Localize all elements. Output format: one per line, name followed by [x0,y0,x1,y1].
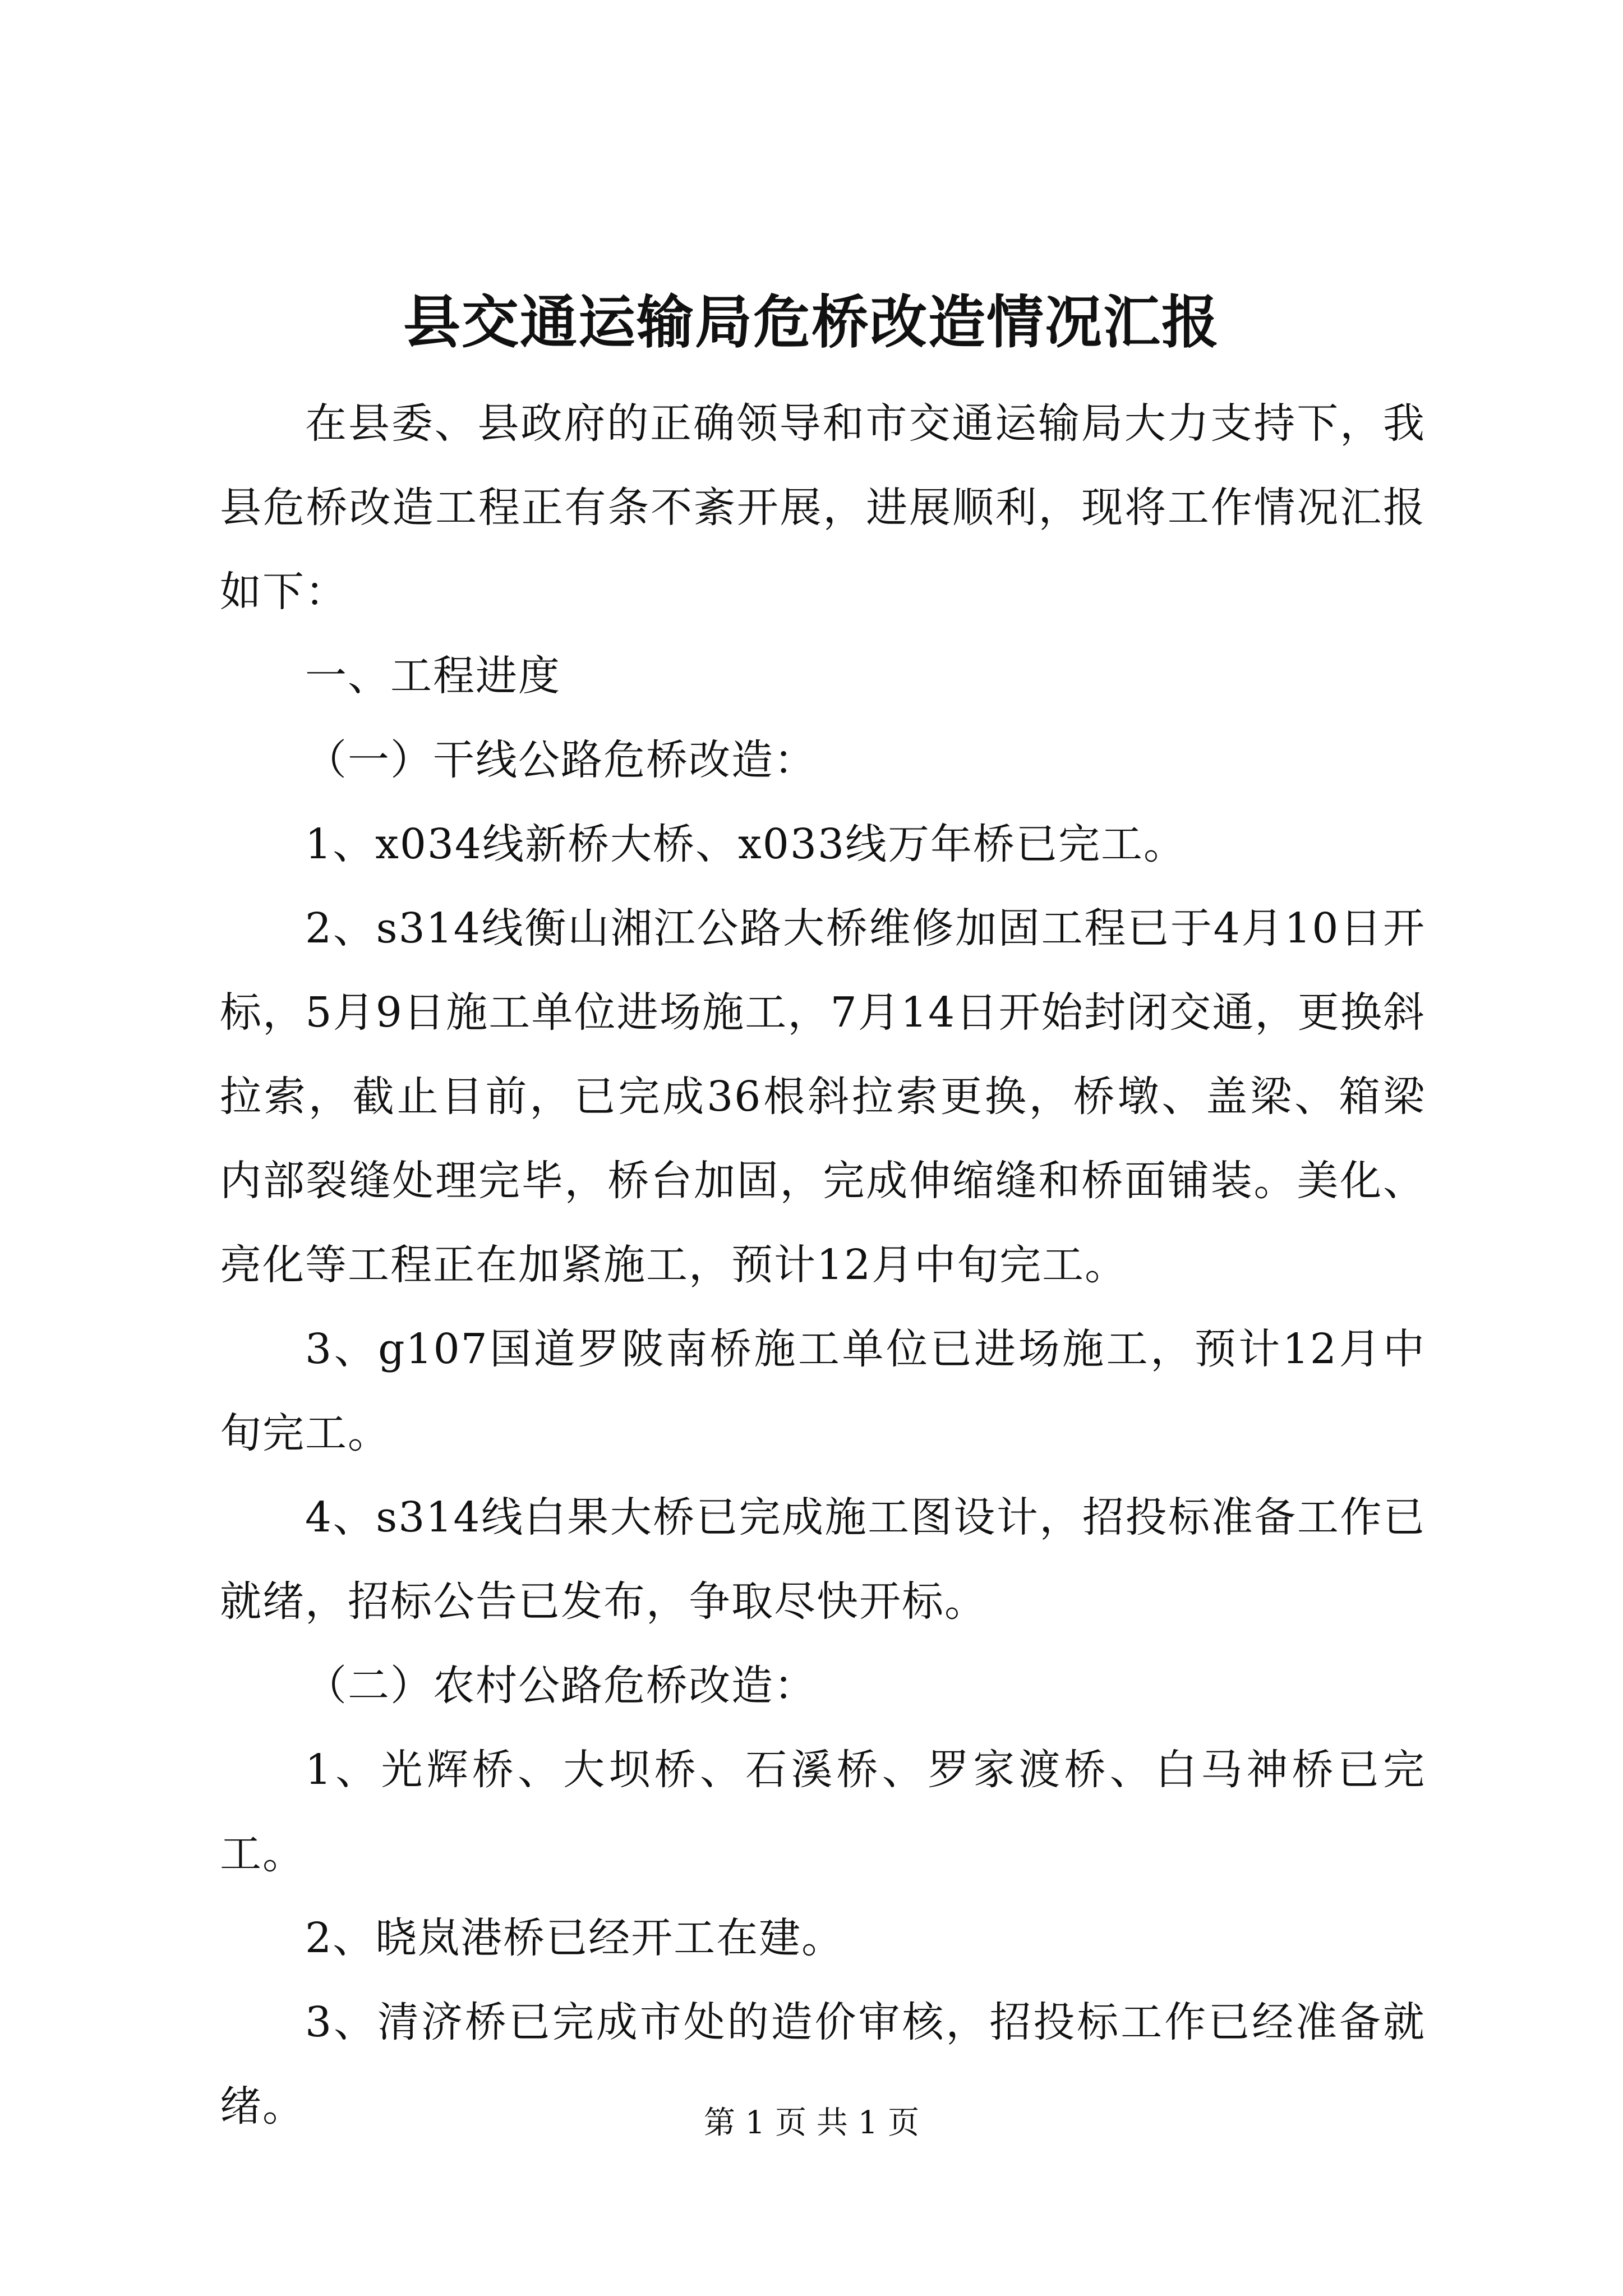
rural-item-3: 3、清济桥已完成市处的造价审核，招投标工作已经准备就绪。 [220,1998,1426,2131]
intro-paragraph: 在县委、县政府的正确领导和市交通运输局大力支持下，我县危桥改造工程正有条不紊开展，进展顺利，现将工作情况汇报如下： [220,399,1426,616]
subsection-heading-trunk-roads: （一）干线公路危桥改造： [305,736,817,784]
section-heading-progress: 一、工程进度 [305,652,561,700]
trunk-item-1: 1、x034线新桥大桥、x033线万年桥已完工。 [305,820,1187,868]
page-footer: 第 1 页 共 1 页 [703,2105,920,2141]
document-title: 县交通运输局危桥改造情况汇报 [403,289,1220,356]
document-body [220,381,1426,2148]
trunk-item-2: 2、s314线衡山湘江公路大桥维修加固工程已于4月10日开标，5月9日施工单位进场施工，7月14日开始封闭交通，更换斜拉索，截止目前，已完成36根斜拉索更换，桥墩、盖梁、箱梁内部裂缝处理完毕，桥台加固，完成伸缩缝和桥面铺装。美化、亮化等工程正在加紧施工，预计12月中旬完工。 [220,904,1426,1289]
subsection-heading-rural-roads: （二）农村公路危桥改造： [305,1662,817,1710]
trunk-item-4: 4、s314线白果大桥已完成施工图设计，招投标准备工作已就绪，招标公告已发布，争取尽快开标。 [220,1493,1426,1626]
trunk-item-3: 3、g107国道罗陂南桥施工单位已进场施工，预计12月中旬完工。 [220,1325,1426,1457]
rural-item-2: 2、晓岚港桥已经开工在建。 [305,1914,845,1962]
rural-item-1: 1、光辉桥、大坝桥、石溪桥、罗家渡桥、白马神桥已完工。 [220,1746,1426,1878]
